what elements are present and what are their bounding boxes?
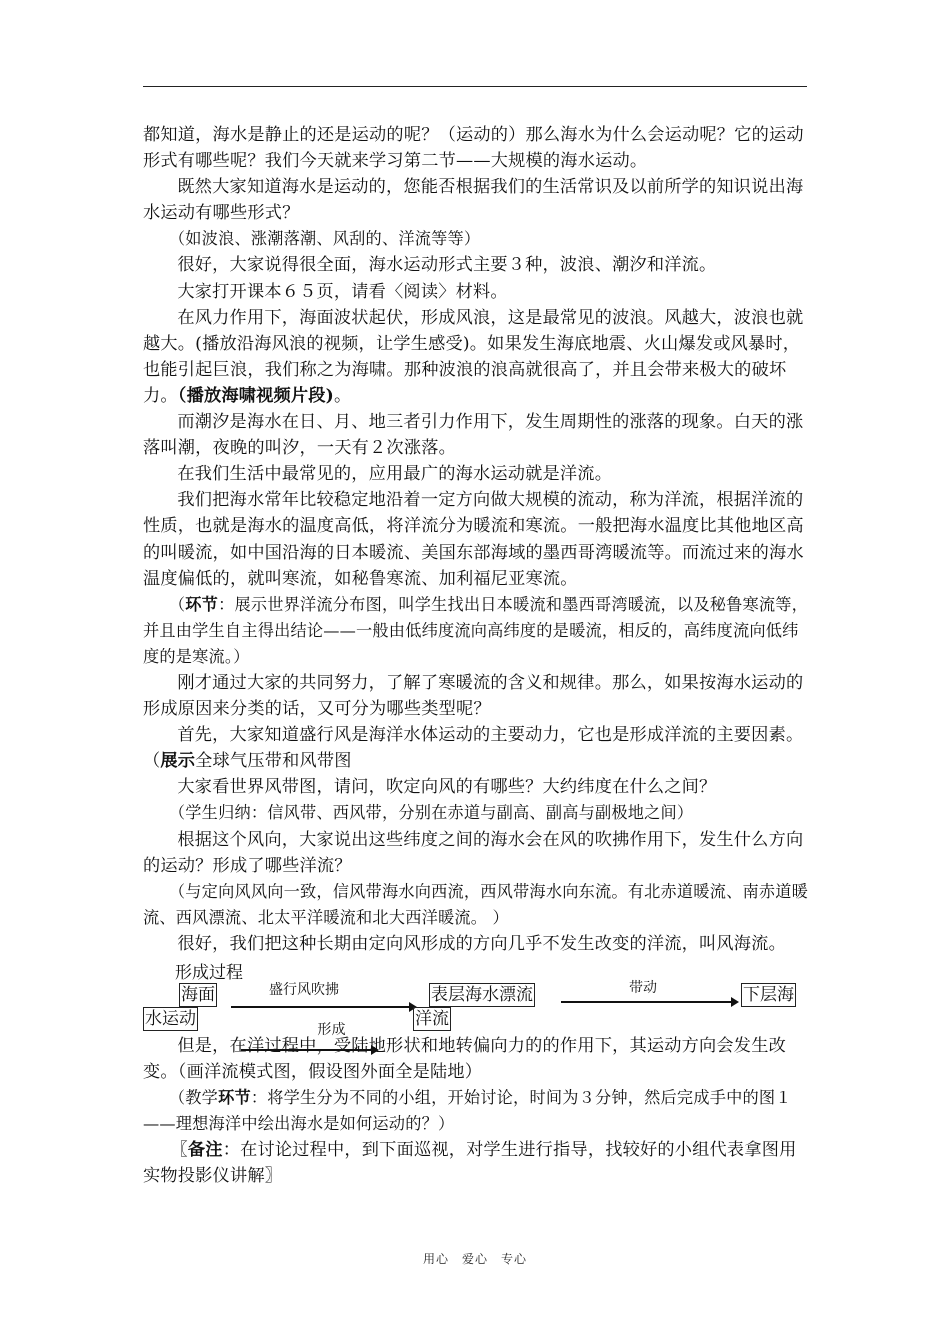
- bold-note: （播放海啸视频片段): [177, 385, 335, 406]
- text: 〖: [170, 1140, 188, 1161]
- diagram-arrow: [231, 1006, 415, 1008]
- diagram-inline-label: 形成: [317, 1022, 346, 1038]
- paragraph: [143, 305, 813, 409]
- teaching-step: [143, 592, 813, 670]
- diagram-box-water-movement: 水运动: [145, 1009, 196, 1029]
- text: （教学: [168, 1088, 219, 1108]
- diagram-box-sea-surface: 海面: [181, 985, 215, 1005]
- paragraph: 刚才通过大家的共同努力，了解了寒暖流的含义和规律。那么，如果按海水运动的形成原因来分类的话，又可分为哪些类型呢？: [143, 672, 804, 720]
- paragraph: 很好，我们把这种长期由定向风形成的方向几乎不发生改变的洋流，叫风海流。: [177, 933, 786, 954]
- bold-label: 环节: [185, 594, 219, 614]
- diagram-arrow: [561, 1001, 737, 1003]
- text: 全球气压带和风带图: [195, 751, 352, 772]
- paragraph: 在我们生活中最常见的，应用最广的海水运动就是洋流。: [177, 464, 613, 485]
- paragraph: [143, 722, 813, 774]
- bold-label: 环节: [218, 1088, 251, 1108]
- teaching-step: [143, 1085, 813, 1137]
- text: ：在讨论过程中，到下面巡视，对学生进行指导，找较好的小组代表拿图用实物投影仪讲解〗: [143, 1140, 797, 1187]
- paragraph: 根据这个风向，大家说出这些纬度之间的海水会在风的吹拂作用下，发生什么方向的运动？形成了哪些洋流？: [143, 829, 804, 876]
- student-answer: （与定向风风向一致，信风带海水向西流，西风带海水向东流。有北赤道暖流、南赤道暖流、西风漂流、北太平洋暖流和北大西洋暖流。 ）: [143, 881, 809, 927]
- diagram-box-surface-drift: 表层海水漂流: [431, 985, 533, 1005]
- text: 首先，大家知道盛行风是海洋水体运动的主要动力，它也是形成洋流的主要因素。（: [143, 725, 804, 772]
- paragraph: 都知道，海水是静止的还是运动的呢？（运动的）那么海水为什么会运动呢？它的运动形式有哪些呢？我们今天就来学习第二节——大规模的海水运动。: [143, 125, 804, 172]
- paragraph: 既然大家知道海水是运动的，您能否根据我们的生活常识及以前所学的知识说出海水运动有哪些形式？: [143, 177, 804, 224]
- diagram-arrow-label: 带动: [629, 980, 657, 996]
- diagram-box-lower-sea: 下层海: [743, 985, 794, 1005]
- student-answer: （学生归纳：信风带、西风带，分别在赤道与副高、副高与副极地之间）: [168, 803, 694, 823]
- paragraph: [143, 1022, 813, 1085]
- text: 但是，在洋: [177, 1036, 265, 1056]
- paragraph: 我们把海水常年比较稳定地沿着一定方向做大规模的流动，称为洋流，根据洋流的性质，也就是海水的温度高低，将洋流分为暖流和寒流。一般把海水温度比其他地区高的叫暖流，如中国沿海的日本暖流、美国东部海域的墨西哥湾暖流等。而流过来的海水温度偏低的，就叫寒流，如秘鲁寒流、加利福尼亚寒流。: [143, 490, 804, 589]
- process-diagram: [143, 957, 813, 1033]
- bold-label: 展示: [160, 751, 196, 772]
- student-answer: （如波浪、涨潮落潮、风刮的、洋流等等）: [168, 229, 481, 249]
- diagram-arrow-label: 盛行风吹拂: [269, 982, 339, 998]
- document-body: [143, 122, 813, 1190]
- paragraph: 大家打开课本６５页，请看〈阅读〉材料。: [177, 281, 508, 302]
- paragraph: 大家看世界风带图，请问，吹定向风的有哪些？大约纬度在什么之间？: [177, 777, 717, 798]
- text: （: [168, 594, 186, 614]
- diagram-title: 形成过程: [175, 963, 243, 983]
- text: ：展示世界洋流分布图，叫学生找出日本暖流和墨西哥湾暖流，以及秘鲁寒流等，并且由学生自主得出结论——一般由低纬度流向高纬度的是暖流，相反的，高纬度流向低纬度的是寒流。）: [143, 594, 809, 666]
- text: ：将学生分为不同的小组，开始讨论，时间为３分钟，然后完成手中的图１——理想海洋中绘出海水是如何运动的？）: [143, 1088, 792, 1134]
- text: 。: [334, 385, 352, 406]
- diagram-arrow: [241, 1049, 377, 1051]
- page-footer: 用心 爱心 专心: [422, 1252, 527, 1266]
- text: 过程中，受陆地形状和地转偏向力的的作用下，其运动方向会发生改变。（画洋流模式图，假设图外面全是陆地）: [143, 1036, 786, 1083]
- header-rule: [143, 86, 807, 87]
- remark: [143, 1137, 813, 1189]
- paragraph: 而潮汐是海水在日、月、地三者引力作用下，发生周期性的涨落的现象。白天的涨落叫潮，夜晚的叫汐，一天有２次涨落。: [143, 412, 804, 459]
- paragraph: 很好，大家说得很全面，海水运动形式主要３种，波浪、潮汐和洋流。: [177, 255, 717, 276]
- text: 在风力作用下，海面波状起伏，形成风浪，这是最常见的波浪。风越大，波浪也就越大。(播放沿海风浪的视频，让学生感受)。如果发生海底地震、火山爆发或风暴时，也能引起巨浪，我们称之为海啸。那种波浪的浪高就很高了，并且会带来极大的破坏力。: [143, 307, 804, 406]
- bold-label: 备注: [187, 1140, 223, 1161]
- diagram-box-ocean-current: 洋流: [415, 1009, 449, 1029]
